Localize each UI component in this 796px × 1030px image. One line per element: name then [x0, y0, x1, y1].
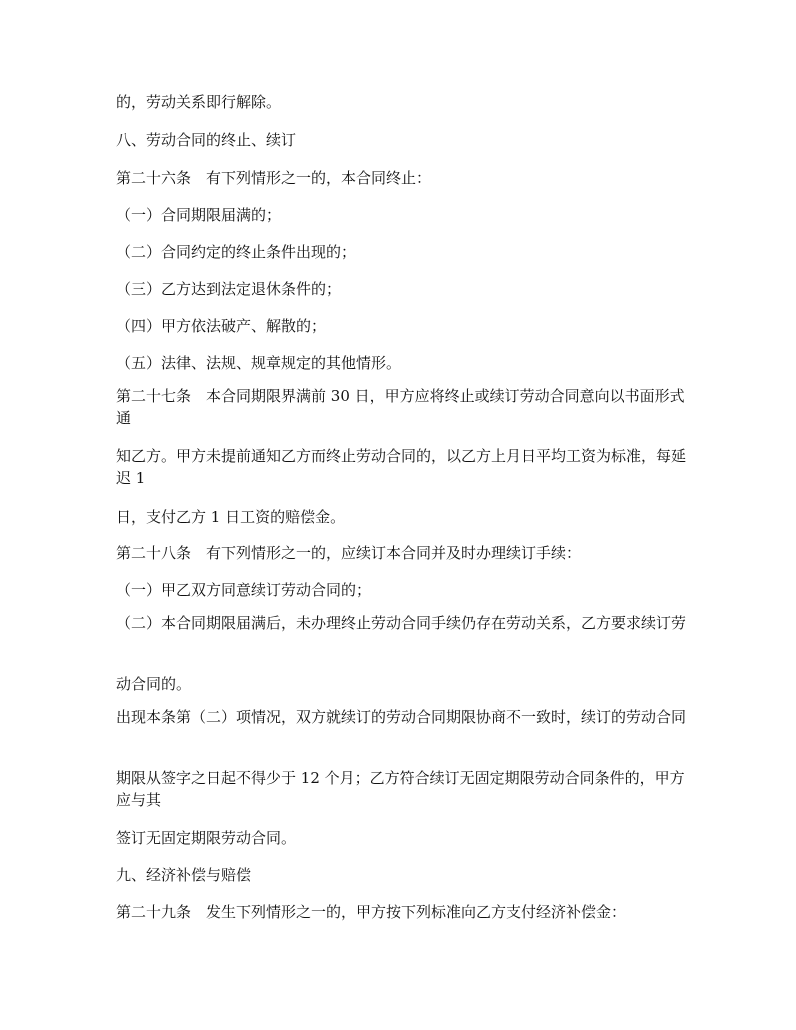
paragraph-line: 知乙方。甲方未提前通知乙方而终止劳动合同的，以乙方上月日平均工资为标准，每延迟 1: [116, 447, 687, 487]
section-heading: 八、劳动合同的终止、续订: [116, 131, 297, 149]
list-item: （二）本合同期限届满后，未办理终止劳动合同手续仍存在劳动关系，乙方要求续订劳: [116, 614, 687, 632]
list-item: （二）合同约定的终止条件出现的；: [116, 243, 357, 261]
list-item: （一）甲乙双方同意续订劳动合同的；: [116, 581, 372, 599]
article-line: 第二十六条 有下列情形之一的，本合同终止：: [116, 169, 432, 187]
paragraph-line: 期限从签字之日起不得少于 12 个月；乙方符合续订无固定期限劳动合同条件的，甲方应与其: [116, 769, 685, 809]
paragraph-line: 日，支付乙方 1 日工资的赔偿金。: [116, 508, 346, 526]
list-item: （五）法律、法规、规章规定的其他情形。: [116, 354, 402, 372]
article-line: 第二十八条 有下列情形之一的，应续订本合同并及时办理续订手续：: [116, 544, 582, 562]
paragraph-line: 的，劳动关系即行解除。: [116, 93, 282, 111]
list-item: （四）甲方依法破产、解散的；: [116, 317, 327, 335]
paragraph-line: 出现本条第（二）项情况，双方就续订的劳动合同期限协商不一致时，续订的劳动合同: [116, 708, 687, 726]
list-item: （一）合同期限届满的；: [116, 206, 282, 224]
list-item: （三）乙方达到法定退休条件的；: [116, 280, 342, 298]
article-line: 第二十七条 本合同期限界满前 30 日，甲方应将终止或续订劳动合同意向以书面形式通: [116, 387, 685, 427]
paragraph-line: 签订无固定期限劳动合同。: [116, 829, 297, 847]
section-heading: 九、经济补偿与赔偿: [116, 866, 252, 884]
paragraph-line: 动合同的。: [116, 675, 192, 693]
article-line: 第二十九条 发生下列情形之一的，甲方按下列标准向乙方支付经济补偿金：: [116, 903, 627, 921]
